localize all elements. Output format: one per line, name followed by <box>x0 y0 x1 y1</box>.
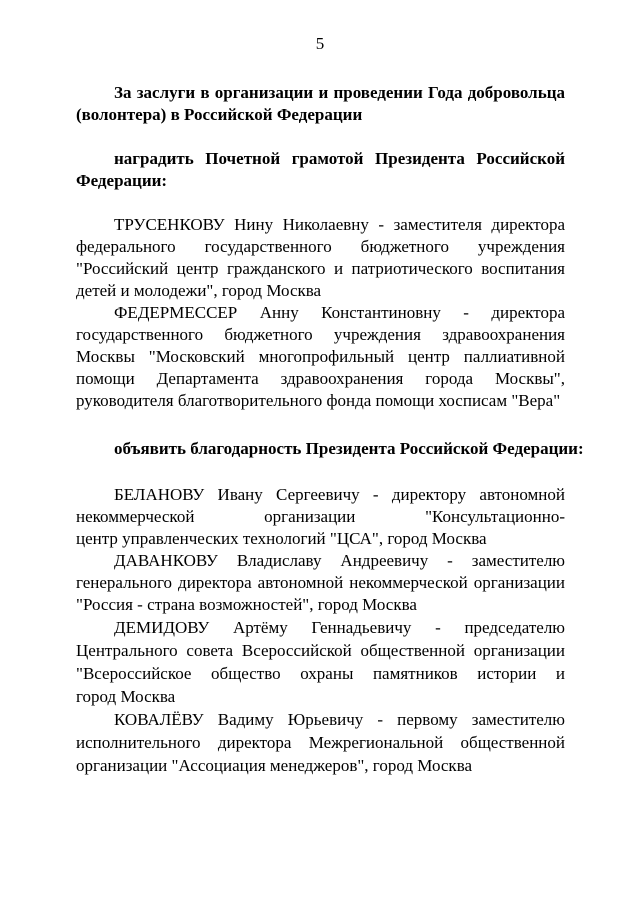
gratitude-entry-4-line-1: КОВАЛЁВУ Вадиму Юрьевичу - первому заместителю <box>114 710 565 729</box>
award-entry-1-line-1: ТРУСЕНКОВУ Нину Николаевну - заместителя директора <box>114 215 565 234</box>
section-award-line-1: наградить Почетной грамотой Президента Российской <box>114 149 565 168</box>
award-entry-2-line-2: государственного бюджетного учреждения здравоохранения <box>76 325 565 344</box>
award-entry-2-line-4: помощи Департамента здравоохранения города Москвы", <box>76 369 565 388</box>
section-gratitude-line-1: объявить благодарность Президента Российской Федерации: <box>114 439 584 458</box>
gratitude-entry-3-line-1: ДЕМИДОВУ Артёму Геннадьевичу - председателю <box>114 618 565 637</box>
award-entry-1-line-3: "Российский центр гражданского и патриотического воспитания <box>76 259 565 278</box>
award-entry-2-line-5: руководителя благотворительного фонда помощи хосписам "Вера" <box>76 391 561 410</box>
gratitude-entry-2-line-2: генерального директора автономной некоммерческой организации <box>76 573 565 592</box>
gratitude-entry-2-line-1: ДАВАНКОВУ Владиславу Андреевичу - заместителю <box>114 551 565 570</box>
gratitude-entry-1-line-3: центр управленческих технологий "ЦСА", город Москва <box>76 529 487 548</box>
gratitude-entry-3-line-3: "Всероссийское общество охраны памятников истории и <box>76 664 565 683</box>
gratitude-entry-1-line-2: некоммерческой организации "Консультационно- <box>76 507 565 526</box>
gratitude-entry-4-line-2: исполнительного директора Межрегиональной общественной <box>76 733 565 752</box>
gratitude-entry-4-line-3: организации "Ассоциация менеджеров", город Москва <box>76 756 473 775</box>
heading-line-2: (волонтера) в Российской Федерации <box>76 105 363 124</box>
gratitude-entry-3-line-4: город Москва <box>76 687 176 706</box>
gratitude-entry-1-line-1: БЕЛАНОВУ Ивану Сергеевичу - директору автономной <box>114 485 565 504</box>
gratitude-entry-3-line-2: Центрального совета Всероссийской общественной организации <box>76 641 565 660</box>
award-entry-2-line-3: Москвы "Московский многопрофильный центр паллиативной <box>76 347 565 366</box>
award-entry-2-line-1: ФЕДЕРМЕССЕР Анну Константиновну - директора <box>114 303 565 322</box>
heading-line-1: За заслуги в организации и проведении Года добровольца <box>114 83 565 102</box>
gratitude-entry-2-line-3: "Россия - страна возможностей", город Москва <box>76 595 417 614</box>
section-award-line-2: Федерации: <box>76 171 168 190</box>
page-number: 5 <box>315 34 325 53</box>
award-entry-1-line-4: детей и молодежи", город Москва <box>76 281 322 300</box>
award-entry-1-line-2: федерального государственного бюджетного учреждения <box>76 237 565 256</box>
